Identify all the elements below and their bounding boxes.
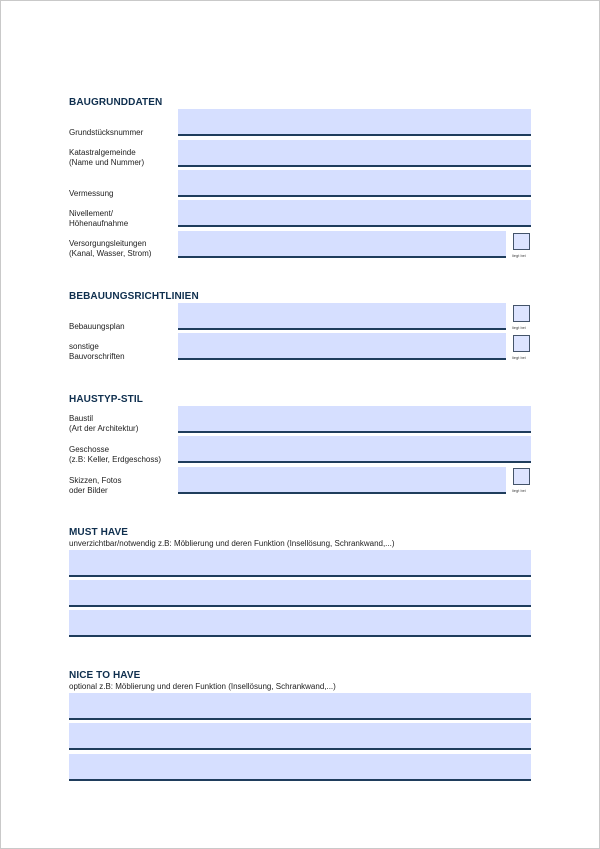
label-line: (Kanal, Wasser, Strom) <box>69 249 152 258</box>
must-have-field-3[interactable] <box>69 610 531 637</box>
label-bebauungsplan: Bebauungsplan <box>69 322 125 331</box>
skizzen-field[interactable] <box>178 467 506 494</box>
label-line: Baustil <box>69 414 94 423</box>
label-line: (z.B: Keller, Erdgeschoss) <box>69 455 162 464</box>
must-have-subtitle: unverzichtbar/notwendig z.B: Möblierung und deren Funktion (Insellösung, Schrankwand,...) <box>69 539 395 548</box>
label-line: Geschosse <box>69 445 110 454</box>
must-have-field-1[interactable] <box>69 550 531 577</box>
label-line: Katastralgemeinde <box>69 148 136 157</box>
checkbox-caption: liegt bei <box>512 355 526 360</box>
section-heading-nice-to-have: NICE TO HAVE <box>69 670 141 681</box>
nivellement-field[interactable] <box>178 200 531 227</box>
section-heading-must-have: MUST HAVE <box>69 527 129 538</box>
label-geschosse <box>69 445 177 465</box>
section-heading-baugrunddaten: BAUGRUNDDATEN <box>69 97 163 108</box>
label-line: (Name und Nummer) <box>69 158 145 167</box>
label-line: (Art der Architektur) <box>69 424 139 433</box>
bebauungsplan-checkbox[interactable] <box>513 305 530 322</box>
section-heading-bebauungsrichtlinien: BEBAUUNGSRICHTLINIEN <box>69 291 199 302</box>
label-katastralgemeinde <box>69 148 177 168</box>
label-baustil <box>69 414 177 434</box>
sonstige-bauvorschriften-field[interactable] <box>178 333 506 360</box>
label-sonstige-bauvorschriften <box>69 342 177 362</box>
checkbox-caption: liegt bei <box>512 253 526 258</box>
nice-to-have-field-1[interactable] <box>69 693 531 720</box>
label-line: oder Bilder <box>69 486 108 495</box>
baustil-field[interactable] <box>178 406 531 433</box>
must-have-field-2[interactable] <box>69 580 531 607</box>
grundstuecksnummer-field[interactable] <box>178 109 531 136</box>
sonstige-bauvorschriften-checkbox[interactable] <box>513 335 530 352</box>
nice-to-have-field-3[interactable] <box>69 754 531 781</box>
geschosse-field[interactable] <box>178 436 531 463</box>
nice-to-have-field-2[interactable] <box>69 723 531 750</box>
label-line: Skizzen, Fotos <box>69 476 122 485</box>
checkbox-caption: liegt bei <box>512 325 526 330</box>
skizzen-checkbox[interactable] <box>513 468 530 485</box>
label-nivellement <box>69 209 177 229</box>
label-line: Versorgungsleitungen <box>69 239 147 248</box>
label-line: sonstige <box>69 342 99 351</box>
checkbox-caption: liegt bei <box>512 488 526 493</box>
label-line: Nivellement/ <box>69 209 114 218</box>
bebauungsplan-field[interactable] <box>178 303 506 330</box>
label-versorgungsleitungen <box>69 239 177 259</box>
nice-to-have-subtitle: optional z.B: Möblierung und deren Funktion (Insellösung, Schrankwand,...) <box>69 682 336 691</box>
label-line: Höhenaufnahme <box>69 219 129 228</box>
versorgungsleitungen-field[interactable] <box>178 231 506 258</box>
label-vermessung: Vermessung <box>69 189 114 198</box>
versorgungsleitungen-checkbox[interactable] <box>513 233 530 250</box>
label-skizzen <box>69 476 177 496</box>
vermessung-field[interactable] <box>178 170 531 197</box>
katastralgemeinde-field[interactable] <box>178 140 531 167</box>
section-heading-haustyp-stil: HAUSTYP-STIL <box>69 394 143 405</box>
label-line: Bauvorschriften <box>69 352 125 361</box>
label-grundstuecksnummer: Grundstücksnummer <box>69 128 144 137</box>
